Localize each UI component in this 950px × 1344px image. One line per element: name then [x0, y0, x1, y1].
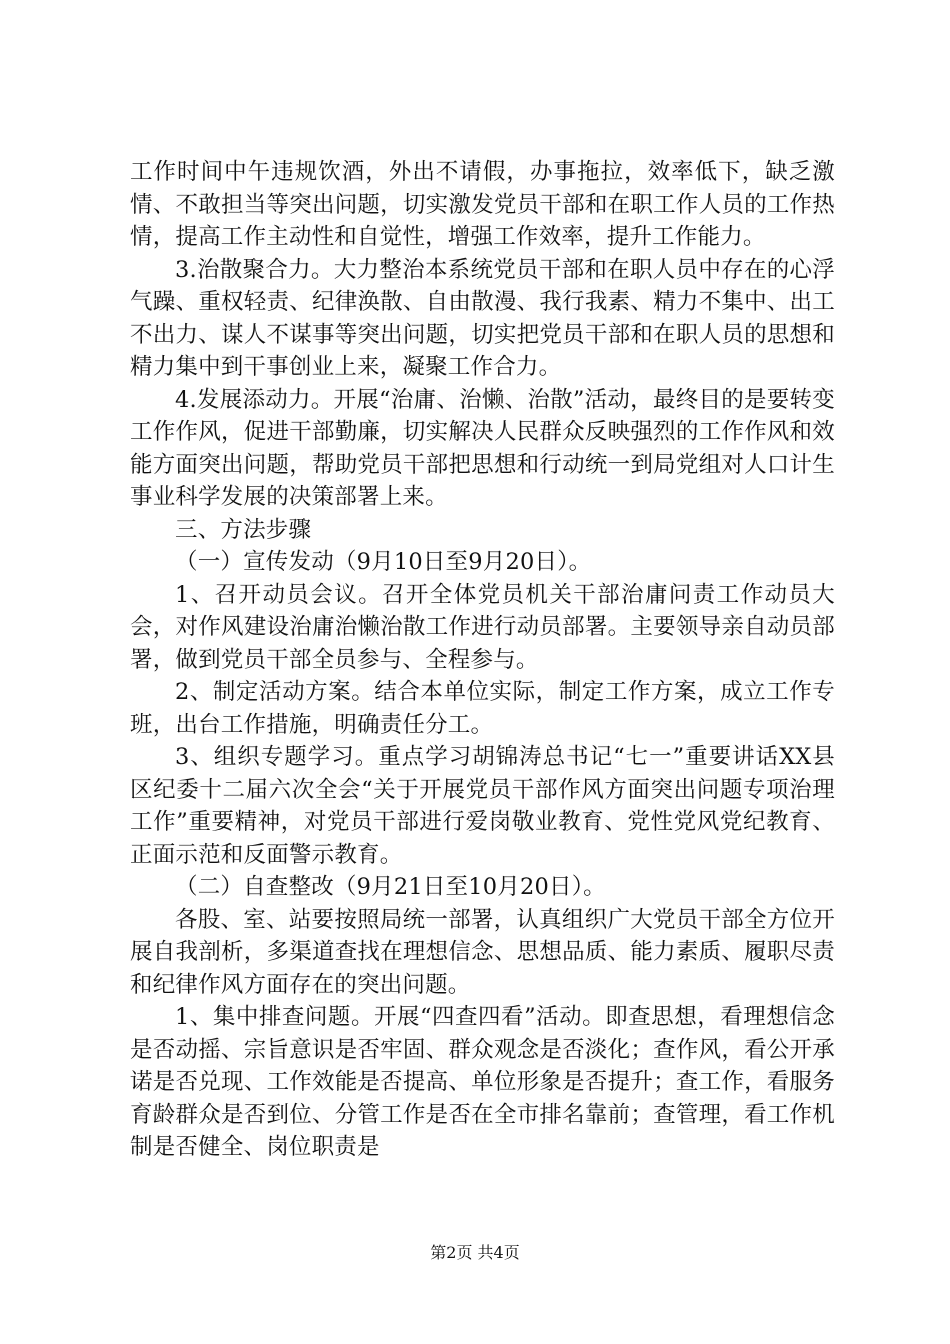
subheading-self-check: （二）自查整改（9月21日至10月20日）。 [175, 874, 606, 900]
paragraph-self-check-1: 1、集中排查问题。开展“四查四看”活动。即查思想，看理想信念是否动摇、宗旨意识是否牢固、群众观念是否淡化；查作风，看公开承诺是否兑现、工作效能是否提高、单位形象是否提升；查工作，看服务育龄群众是否到位、分管工作是否在全市排名靠前；查管理，看工作机制是否健全、岗位职责是 [130, 1004, 835, 1160]
paragraph-step-2: 2、制定活动方案。结合本单位实际，制定工作方案，成立工作专班，出台工作措施，明确责任分工。 [130, 679, 835, 738]
paragraph-continuation: 工作时间中午违规饮酒，外出不请假，办事拖拉，效率低下，缺乏激情、不敢担当等突出问题，切实激发党员干部和在职工作人员的工作热情，提高工作主动性和自觉性，增强工作效率，提升工作能力。 [130, 159, 835, 250]
subheading-publicity: （一）宣传发动（9月10日至9月20日）。 [175, 549, 592, 575]
page-footer: 第2页 共4页 [430, 1243, 520, 1262]
paragraph-step-1: 1、召开动员会议。召开全体党员机关干部治庸问责工作动员大会，对作风建设治庸治懒治散工作进行动员部署。主要领导亲自动员部署，做到党员干部全员参与、全程参与。 [130, 581, 835, 673]
document-body [130, 156, 835, 1164]
paragraph-item-3: 3.治散聚合力。大力整治本系统党员干部和在职人员中存在的心浮气躁、重权轻责、纪律涣散、自由散漫、我行我素、精力不集中、出工不出力、谋人不谋事等突出问题，切实把党员干部和在职人员的思想和精力集中到干事创业上来，凝聚工作合力。 [130, 256, 835, 380]
paragraph-self-check-intro: 各股、室、站要按照局统一部署，认真组织广大党员干部全方位开展自我剖析，多渠道查找在理想信念、思想品质、能力素质、履职尽责和纪律作风方面存在的突出问题。 [130, 906, 835, 998]
paragraph-item-4: 4.发展添动力。开展“治庸、治懒、治散”活动，最终目的是要转变工作作风，促进干部勤廉，切实解决人民群众反映强烈的工作作风和效能方面突出问题，帮助党员干部把思想和行动统一到局党组对人口计生事业科学发展的决策部署上来。 [130, 386, 835, 510]
section-heading-methods: 三、方法步骤 [175, 516, 312, 543]
paragraph-step-3: 3、组织专题学习。重点学习胡锦涛总书记“七一”重要讲话XX县区纪委十二届六次全会“关于开展党员干部作风方面突出问题专项治理工作”重要精神，对党员干部进行爱岗敬业教育、党性党风党纪教育、正面示范和反面警示教育。 [130, 744, 835, 868]
